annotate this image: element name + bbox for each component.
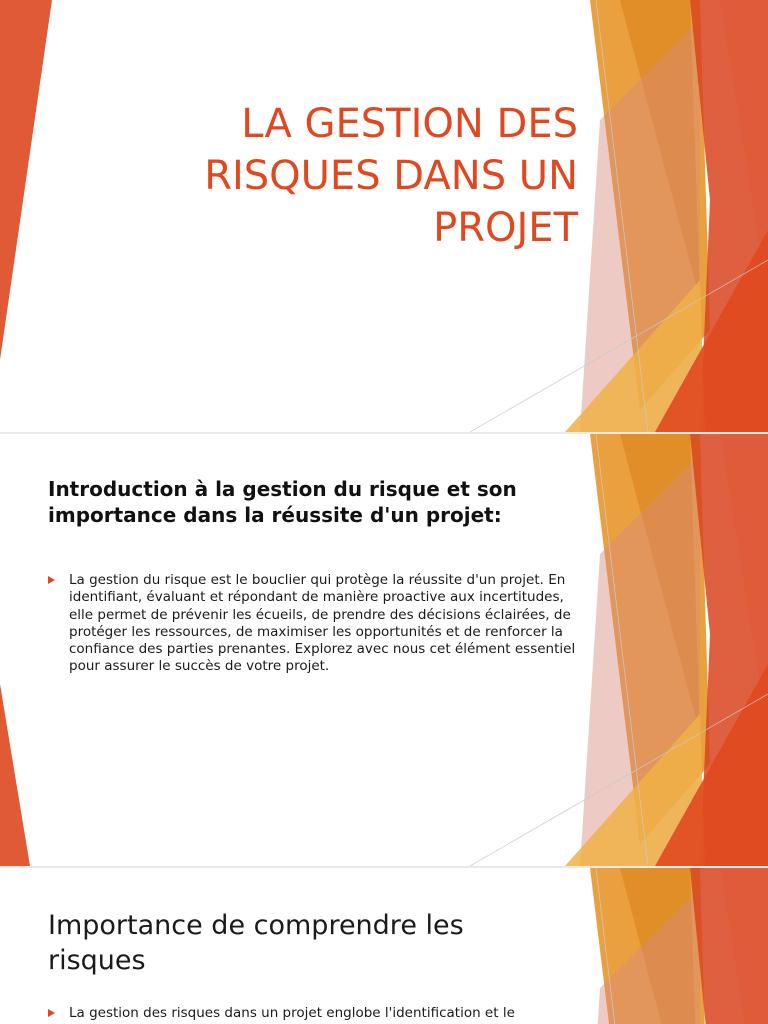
slide-title-text: LA GESTION DES RISQUES DANS UN PROJET <box>204 101 578 251</box>
bullet-text: La gestion des risques dans un projet englobe l'identification et le <box>69 1005 515 1021</box>
slide-heading: Importance de comprendre les risques <box>48 910 464 976</box>
bullet-item <box>48 1005 578 1022</box>
slide-title <box>0 0 768 432</box>
triangle-right-icon <box>48 1009 55 1017</box>
bullet-item <box>48 572 578 676</box>
triangle-right-icon <box>48 576 55 584</box>
slide-importance <box>0 868 768 1024</box>
slide-heading: Introduction à la gestion du risque et son importance dans la réussite d'un projet: <box>48 477 517 527</box>
slide-introduction <box>0 434 768 866</box>
bullet-text: La gestion du risque est le bouclier qui protège la réussite d'un projet. En identifiant, évaluant et répondant de manière proactive aux incertitudes, elle permet de prévenir les écueils, de prendre des décisions éclairées, de protéger les ressources, de maximiser les opportunités et de renforcer la confiance des parties prenantes. Explorez avec nous cet élément essentiel pour assurer le succès de votre projet. <box>69 572 576 675</box>
